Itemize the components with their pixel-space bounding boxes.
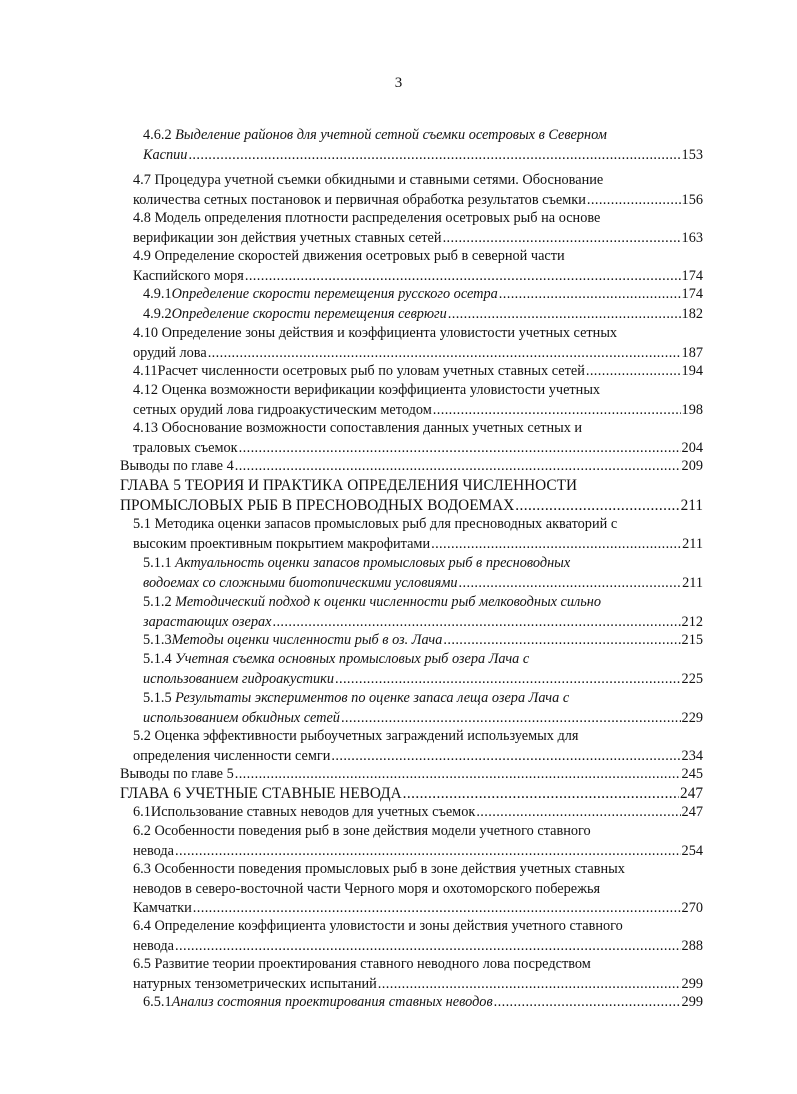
toc-entry — [133, 171, 703, 210]
toc-title: использованием обкидных сетей — [143, 709, 340, 726]
toc-entry — [120, 476, 703, 515]
toc-title: Выводы по главе 4 — [120, 458, 234, 474]
toc-title: неводов в северо-восточной части Черного моря и охотоморского побережья — [133, 880, 601, 897]
toc-line — [133, 439, 703, 459]
dot-leader — [335, 670, 681, 690]
toc-entry — [133, 419, 703, 458]
toc-number: 6.5.1 — [143, 994, 172, 1010]
toc-line — [143, 993, 703, 1013]
dot-leader — [494, 993, 681, 1013]
toc-title: Камчатки — [133, 900, 192, 916]
dot-leader — [239, 439, 681, 459]
toc-title: Результаты экспериментов по оценке запаса леща озера Лача с — [175, 690, 570, 706]
toc-title: Оценка эффективности рыбоучетных заграждений используемых для — [154, 728, 579, 744]
toc-title: водоемах со сложными биотопическими условиями — [143, 574, 458, 591]
toc-line — [133, 535, 703, 555]
toc-line — [133, 324, 703, 344]
toc-line — [120, 784, 703, 804]
toc-number: 4.7 — [133, 172, 155, 188]
toc-line — [133, 401, 703, 421]
toc-line — [133, 822, 703, 842]
toc-number: 4.6.2 — [143, 127, 176, 143]
toc-line — [133, 917, 703, 937]
toc-entry — [143, 554, 703, 593]
toc-title: верификации зон действия учетных ставных сетей — [133, 229, 442, 246]
dot-leader — [341, 709, 681, 729]
dot-leader — [587, 191, 681, 211]
toc-page: 211 — [680, 496, 703, 514]
toc-number: 4.8 — [133, 210, 155, 226]
toc-line — [133, 803, 703, 823]
toc-title: Определение скорости перемещения севрюги — [171, 306, 447, 322]
toc-page: 215 — [681, 632, 703, 648]
toc-entry — [143, 126, 703, 165]
dot-leader — [272, 613, 680, 633]
toc-line — [143, 285, 703, 305]
toc-page: 156 — [681, 191, 703, 208]
toc-entry — [133, 247, 703, 286]
toc-page: 212 — [681, 613, 703, 630]
toc-title: определения численности семги — [133, 747, 331, 764]
toc-entry — [133, 955, 703, 994]
toc-line — [143, 593, 703, 613]
toc-number: 6.4 — [133, 918, 155, 934]
toc-entry — [143, 650, 703, 689]
toc-page: 163 — [681, 229, 703, 246]
toc-title: Определение скоростей движения осетровых рыб в северной части — [154, 248, 565, 264]
toc-number: 6.3 — [133, 861, 155, 877]
toc-number: 6.1 — [133, 804, 151, 820]
toc-page: 187 — [681, 344, 703, 361]
dot-leader — [175, 842, 681, 862]
toc-entry — [143, 689, 703, 728]
toc-line — [143, 709, 703, 729]
toc-entry — [133, 324, 703, 363]
toc-entry — [133, 822, 703, 861]
toc-line — [133, 880, 703, 900]
toc-number: 6.5 — [133, 956, 155, 972]
toc-title: Каспии — [143, 146, 188, 163]
toc-entry — [143, 631, 703, 651]
dot-leader — [476, 803, 680, 823]
dot-leader — [433, 401, 681, 421]
toc-number: 4.11 — [133, 363, 158, 379]
toc-entry — [133, 209, 703, 248]
toc-entry — [143, 593, 703, 632]
toc-line — [143, 689, 703, 709]
toc-title: Модель определения плотности распределения осетровых рыб на основе — [154, 210, 601, 226]
toc-line — [143, 650, 703, 670]
toc-line — [133, 860, 703, 880]
toc-page: 174 — [681, 286, 703, 302]
toc-title: сетных орудий лова гидроакустическим методом — [133, 401, 432, 418]
toc-line — [143, 670, 703, 690]
toc-title: невода — [133, 842, 175, 859]
toc-page: 288 — [681, 937, 703, 954]
toc-title: траловых съемок — [133, 439, 238, 456]
toc-title: Особенности поведения промысловых рыб в зоне действия учетных ставных — [154, 861, 625, 877]
page-number: 3 — [394, 75, 403, 91]
toc-page: 174 — [681, 267, 703, 284]
toc-title: Актуальность оценки запасов промысловых рыб в пресноводных — [175, 555, 571, 571]
toc-title: зарастающих озерах — [143, 613, 272, 630]
toc-title: Развитие теории проектирования ставного неводного лова посредством — [154, 956, 591, 972]
toc-page: 299 — [681, 975, 703, 992]
toc-entry — [120, 784, 703, 804]
toc-line — [133, 362, 703, 382]
toc-page: 198 — [681, 401, 703, 418]
toc-title: Использование ставных неводов для учетных съемок — [150, 804, 476, 820]
toc-line — [120, 765, 703, 785]
toc-page: 254 — [681, 842, 703, 859]
toc-entry — [133, 362, 703, 382]
toc-title: Оценка возможности верификации коэффициента уловистости учетных — [161, 382, 601, 398]
toc-title: Учетная съемка основных промысловых рыб озера Лача с — [175, 651, 530, 667]
toc-title: высоким проективным покрытием макрофитами — [133, 535, 431, 552]
toc-page: 247 — [680, 785, 703, 802]
dot-leader — [235, 457, 681, 477]
toc-title: Определение коэффициента уловистости и зоны действия учетного ставного — [154, 918, 623, 934]
dot-leader — [378, 975, 681, 995]
toc-title: Особенности поведения рыб в зоне действия модели учетного ставного — [154, 823, 591, 839]
toc-entry — [133, 917, 703, 956]
toc-number: 5.1.5 — [143, 690, 176, 706]
toc-number: 5.1.4 — [143, 651, 176, 667]
toc-page: 211 — [682, 535, 703, 552]
toc-entry — [133, 515, 703, 554]
toc-line — [120, 457, 703, 477]
toc-title: количества сетных постановок и первичная обработка результатов съемки — [133, 191, 586, 208]
toc-entry — [133, 860, 703, 919]
toc-entry — [120, 765, 703, 785]
toc-title: Процедура учетной съемки обкидными и ставными сетями. Обоснование — [154, 172, 604, 188]
dot-leader — [499, 285, 681, 305]
toc-title: Методы оценки численности рыб в оз. Лача — [171, 632, 443, 648]
dot-leader — [188, 146, 680, 166]
dot-leader — [431, 535, 681, 555]
toc-entry — [133, 381, 703, 420]
toc-page: 153 — [681, 146, 703, 163]
dot-leader — [586, 362, 681, 382]
toc-title: Выводы по главе 5 — [120, 766, 234, 782]
toc-title: невода — [133, 937, 175, 954]
dot-leader — [443, 229, 681, 249]
toc-entry — [143, 285, 703, 305]
toc-page: 245 — [681, 766, 703, 782]
toc-title: Выделение районов для учетной сетной съемки осетровых в Северном — [175, 127, 607, 143]
toc-page: 211 — [682, 574, 703, 591]
toc-line — [143, 554, 703, 574]
toc-title: Методический подход к оценки численности рыб мелководных сильно — [175, 594, 602, 610]
toc-title: ГЛАВА 5 ТЕОРИЯ И ПРАКТИКА ОПРЕДЕЛЕНИЯ ЧИСЛЕННОСТИ — [120, 477, 578, 494]
toc-title: Обоснование возможности сопоставления данных учетных сетных и — [161, 420, 583, 436]
toc-number: 4.10 — [133, 325, 162, 341]
toc-number: 4.9.1 — [143, 286, 172, 302]
toc-line — [143, 574, 703, 594]
toc-title: использованием гидроакустики — [143, 670, 334, 687]
toc-title: Анализ состояния проектирования ставных неводов — [171, 994, 493, 1010]
toc-line — [133, 229, 703, 249]
toc-number: 5.1.1 — [143, 555, 176, 571]
toc-page: 234 — [681, 747, 703, 764]
toc-line — [133, 727, 703, 747]
toc-entry — [133, 803, 703, 823]
toc-title: Определение зоны действия и коэффициента уловистости учетных сетных — [161, 325, 618, 341]
toc-number: 4.12 — [133, 382, 162, 398]
toc-page: 182 — [681, 306, 703, 322]
toc-line — [133, 267, 703, 287]
toc-page: 270 — [681, 900, 703, 916]
dot-leader — [448, 305, 681, 325]
toc-page: 225 — [681, 670, 703, 687]
dot-leader — [515, 496, 679, 516]
toc-line — [133, 419, 703, 439]
toc-page: 194 — [681, 363, 703, 379]
toc-title: Определение скорости перемещения русского осетра — [171, 286, 498, 302]
toc-line — [133, 247, 703, 267]
toc-title: Каспийского моря — [133, 267, 244, 284]
dot-leader — [193, 899, 681, 919]
toc-line — [133, 344, 703, 364]
toc-line — [133, 975, 703, 995]
toc-line — [133, 842, 703, 862]
dot-leader — [208, 344, 681, 364]
toc-line — [133, 747, 703, 767]
toc-number: 5.2 — [133, 728, 155, 744]
toc-title: орудий лова — [133, 344, 207, 361]
dot-leader — [443, 631, 680, 651]
toc-number: 4.9 — [133, 248, 155, 264]
dot-leader — [331, 747, 680, 767]
toc-page: 247 — [681, 804, 703, 820]
toc-number: 4.13 — [133, 420, 162, 436]
dot-leader — [459, 574, 682, 594]
toc-line — [143, 305, 703, 325]
toc-line — [133, 191, 703, 211]
toc-number: 5.1.2 — [143, 594, 176, 610]
toc-line — [133, 955, 703, 975]
toc-entry — [143, 993, 703, 1013]
dot-leader — [403, 784, 679, 804]
toc-title: ГЛАВА 6 УЧЕТНЫЕ СТАВНЫЕ НЕВОДА — [120, 785, 402, 802]
toc-number: 6.2 — [133, 823, 155, 839]
toc-number: 4.9.2 — [143, 306, 172, 322]
toc-line — [143, 126, 703, 146]
toc-line — [133, 937, 703, 957]
toc-line — [133, 209, 703, 229]
toc-line — [143, 146, 703, 166]
toc-line — [120, 496, 703, 516]
toc-page: 299 — [681, 994, 703, 1010]
toc-title: Расчет численности осетровых рыб по уловам учетных ставных сетей — [157, 363, 585, 379]
dot-leader — [175, 937, 681, 957]
toc-number: 5.1 — [133, 516, 155, 532]
toc-title: Методика оценки запасов промысловых рыб для пресноводных акваторий с — [154, 516, 618, 532]
toc-number: 5.1.3 — [143, 632, 172, 648]
toc-line — [143, 613, 703, 633]
toc-page: 209 — [681, 458, 703, 474]
toc-page: 229 — [681, 709, 703, 726]
toc-line — [133, 381, 703, 401]
toc-line — [133, 515, 703, 535]
toc-line — [143, 631, 703, 651]
toc-entry — [133, 727, 703, 766]
toc-line — [120, 476, 703, 496]
toc-page: 204 — [681, 439, 703, 456]
toc-line — [133, 171, 703, 191]
toc-title: ПРОМЫСЛОВЫХ РЫБ В ПРЕСНОВОДНЫХ ВОДОЕМАХ — [120, 496, 515, 514]
dot-leader — [235, 765, 681, 785]
toc-title: натурных тензометрических испытаний — [133, 975, 377, 992]
toc-entry — [143, 305, 703, 325]
toc-entry — [120, 457, 703, 477]
dot-leader — [245, 267, 681, 287]
toc-line — [133, 899, 703, 919]
